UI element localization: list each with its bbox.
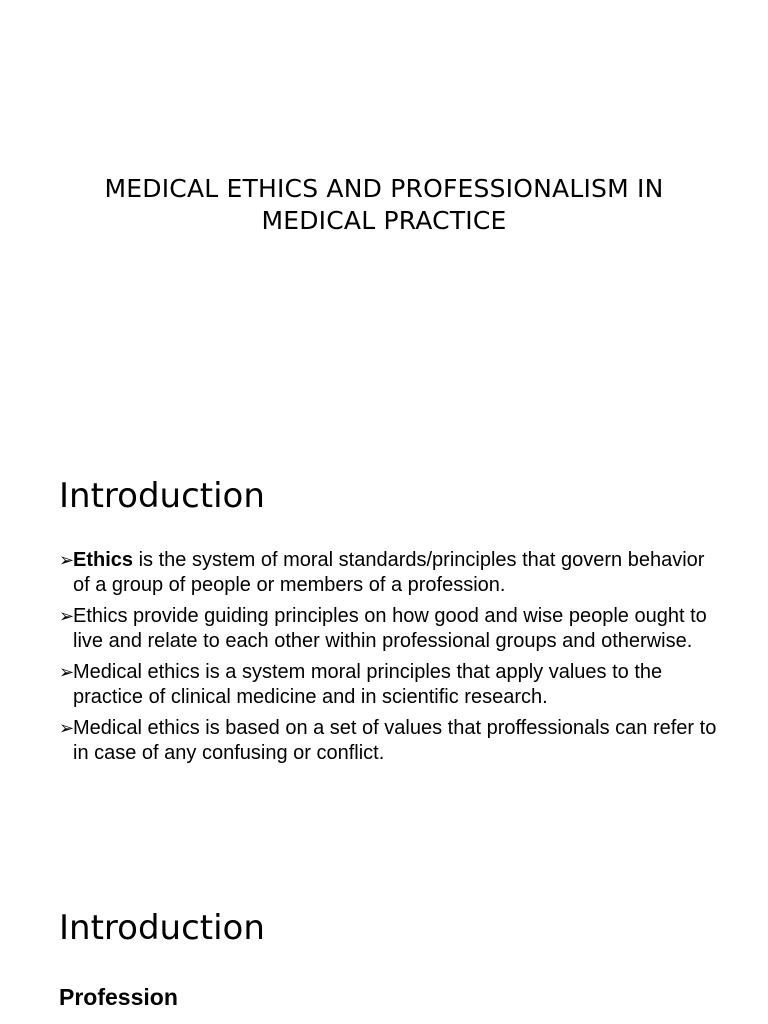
introduction-slide xyxy=(0,432,768,864)
bullet-text: Medical ethics is based on a set of values that proffessionals can refer to in case of any confusing or conflict. xyxy=(73,717,717,764)
arrow-bullet-icon: ➢ xyxy=(59,550,75,570)
bullet-text: is the system of moral standards/principles that govern behavior of a group of people or members of a profession. xyxy=(73,549,705,596)
arrow-bullet-icon: ➢ xyxy=(59,718,75,738)
list-item xyxy=(59,548,719,597)
bold-term: Ethics xyxy=(73,549,134,571)
arrow-bullet-icon: ➢ xyxy=(59,662,75,682)
bullet-text: Ethics provide guiding principles on how good and wise people ought to live and relate to each other within professional groups and otherwise. xyxy=(73,605,707,652)
slide-heading: Introduction xyxy=(59,476,265,516)
bullet-list xyxy=(59,548,719,772)
arrow-bullet-icon: ➢ xyxy=(59,606,75,626)
list-item xyxy=(59,716,719,765)
slide-heading: Introduction xyxy=(59,908,265,948)
title-line-2: MEDICAL PRACTICE xyxy=(261,206,507,235)
title-slide xyxy=(0,0,768,432)
title-line-1: MEDICAL ETHICS AND PROFESSIONALISM IN xyxy=(104,174,664,203)
list-item xyxy=(59,604,719,653)
slide-subheading: Profession xyxy=(59,984,178,1010)
bullet-text: Medical ethics is a system moral principles that apply values to the practice of clinical medicine and in scientific research. xyxy=(73,661,663,708)
presentation-title xyxy=(40,173,728,237)
introduction-slide-2 xyxy=(0,864,768,1024)
list-item xyxy=(59,660,719,709)
